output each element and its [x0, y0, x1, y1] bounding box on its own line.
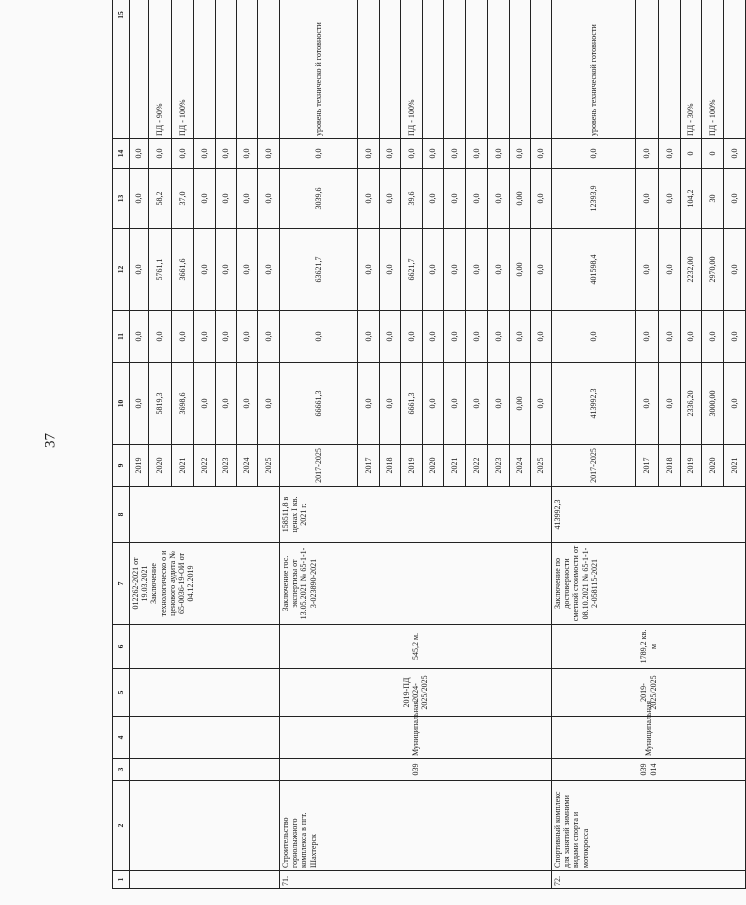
year-cell: 2022: [194, 445, 216, 487]
year-cell: 2021: [724, 445, 746, 487]
value-cell: 0,0: [216, 169, 237, 229]
year-cell: 2021: [444, 445, 466, 487]
column-header-5: 5: [113, 669, 130, 717]
value-cell: 0,0: [130, 169, 149, 229]
value-cell: 66661,3: [280, 363, 358, 445]
value-cell: 0,0: [724, 363, 746, 445]
status-cell: [659, 0, 681, 139]
value-cell: 0,0: [130, 229, 149, 311]
value-cell: 2336,20: [681, 363, 702, 445]
empty-cell: [130, 871, 280, 889]
year-cell: 2020: [423, 445, 444, 487]
value-cell: 0,0: [216, 311, 237, 363]
estimated-cost: 413992,3: [552, 487, 746, 543]
value-cell: 0,0: [258, 139, 280, 169]
value-cell: 0,0: [724, 139, 746, 169]
empty-cell: [130, 717, 280, 759]
value-cell: 0,0: [258, 311, 280, 363]
column-header-8: 8: [113, 487, 130, 543]
value-cell: 0,0: [636, 139, 659, 169]
value-cell: 0,0: [531, 229, 552, 311]
year-cell: 2025: [531, 445, 552, 487]
year-cell: 2024: [237, 445, 258, 487]
status-cell: [510, 0, 531, 139]
year-cell: 2023: [216, 445, 237, 487]
period: 2019-2025/2025: [552, 669, 746, 717]
status-cell: [358, 0, 380, 139]
value-cell: 0,0: [194, 139, 216, 169]
value-cell: 0,0: [423, 169, 444, 229]
value-cell: 0: [681, 139, 702, 169]
year-cell: 2024: [510, 445, 531, 487]
estimated-cost: 158511,8 в ценах I кв. 2021 г.: [280, 487, 552, 543]
value-cell: 0,0: [659, 363, 681, 445]
table-row: [280, 0, 358, 889]
value-cell: 0,0: [510, 311, 531, 363]
value-cell: 0,0: [659, 229, 681, 311]
value-cell: 413992,3: [552, 363, 636, 445]
value-cell: 5761,1: [149, 229, 172, 311]
value-cell: 5819,3: [149, 363, 172, 445]
value-cell: 0,0: [488, 363, 510, 445]
status-cell: [423, 0, 444, 139]
investment-table: [112, 0, 746, 889]
value-cell: 0,0: [466, 229, 488, 311]
value-cell: 0,0: [444, 169, 466, 229]
value-cell: 0,0: [444, 229, 466, 311]
value-cell: 0,0: [423, 229, 444, 311]
object-name: Строительство горнолыжного комплекса в пгт. Шахтерск: [280, 781, 552, 871]
value-cell: 2970,00: [702, 229, 724, 311]
value-cell: 0,0: [258, 169, 280, 229]
column-header-10: 10: [113, 363, 130, 445]
column-header-14: 14: [113, 139, 130, 169]
column-header-3: 3: [113, 759, 130, 781]
value-cell: 0,0: [380, 229, 401, 311]
status-cell: [237, 0, 258, 139]
capacity: 1789,2 кв. м: [552, 625, 746, 669]
column-header-6: 6: [113, 625, 130, 669]
column-header-15: 15: [113, 0, 130, 139]
year-cell: 2017: [636, 445, 659, 487]
value-cell: 0,0: [488, 139, 510, 169]
value-cell: 0,0: [237, 311, 258, 363]
value-cell: 0,0: [130, 311, 149, 363]
year-cell: 2020: [702, 445, 724, 487]
value-cell: 0,0: [659, 139, 681, 169]
value-cell: 0,0: [237, 229, 258, 311]
value-cell: 0,0: [724, 169, 746, 229]
object-code: 039: [280, 759, 552, 781]
value-cell: 39,6: [401, 169, 423, 229]
value-cell: 0,0: [380, 169, 401, 229]
value-cell: 0,0: [636, 311, 659, 363]
value-cell: 3698,6: [172, 363, 194, 445]
value-cell: 0,0: [280, 139, 358, 169]
value-cell: 3000,00: [702, 363, 724, 445]
value-cell: 0,0: [510, 139, 531, 169]
column-header-1: 1: [113, 871, 130, 889]
value-cell: 0,0: [636, 229, 659, 311]
column-header-2: 2: [113, 781, 130, 871]
object-number: 72.: [552, 871, 746, 889]
value-cell: 0,0: [636, 169, 659, 229]
period: 2019-ПД 2024-2025/2025: [280, 669, 552, 717]
value-cell: 58,2: [149, 169, 172, 229]
value-cell: 0,0: [258, 363, 280, 445]
value-cell: 0,0: [358, 229, 380, 311]
document-note-cell: Заключение гос. экспертизы от 13.05.2021 № 65-1-1-3-023890-2021: [280, 543, 552, 625]
capacity: 545,2 м.: [280, 625, 552, 669]
column-header-7: 7: [113, 543, 130, 625]
year-cell: 2022: [466, 445, 488, 487]
status-cell: [194, 0, 216, 139]
status-cell: [444, 0, 466, 139]
column-header-9: 9: [113, 445, 130, 487]
value-cell: 0,0: [237, 169, 258, 229]
status-cell: ПД - 30%: [681, 0, 702, 139]
value-cell: 63621,7: [280, 229, 358, 311]
year-cell: 2019: [681, 445, 702, 487]
value-cell: 0,0: [194, 363, 216, 445]
value-cell: 0,0: [358, 139, 380, 169]
value-cell: 0,0: [466, 311, 488, 363]
status-cell: ПД - 100%: [401, 0, 423, 139]
status-cell: ПД - 100%: [702, 0, 724, 139]
value-cell: 0,0: [724, 229, 746, 311]
value-cell: 0,0: [216, 363, 237, 445]
value-cell: 0,0: [216, 229, 237, 311]
value-cell: 0,0: [466, 169, 488, 229]
value-cell: 0,0: [444, 139, 466, 169]
ownership: Муниципальная: [552, 717, 746, 759]
value-cell: 0,0: [149, 139, 172, 169]
object-code: 039 014: [552, 759, 746, 781]
value-cell: 0,0: [130, 139, 149, 169]
value-cell: 3661,6: [172, 229, 194, 311]
value-cell: 0,0: [531, 169, 552, 229]
value-cell: 0,0: [466, 139, 488, 169]
value-cell: 30: [702, 169, 724, 229]
value-cell: 0,00: [510, 229, 531, 311]
value-cell: 0,0: [194, 169, 216, 229]
value-cell: 0,0: [172, 139, 194, 169]
page-number: 37: [42, 433, 59, 448]
value-cell: 0,0: [702, 311, 724, 363]
value-cell: 0,0: [423, 311, 444, 363]
status-cell: уровень технической готовности: [552, 0, 636, 139]
status-cell: [724, 0, 746, 139]
document-note-cell: Заключение по достоверности сметной стоимости от 08.10.2021 № 65-1-1-2-058115-2021: [552, 543, 746, 625]
object-number: 71.: [280, 871, 552, 889]
value-cell: 0,0: [380, 139, 401, 169]
value-cell: 0,0: [488, 311, 510, 363]
value-cell: 0,0: [258, 229, 280, 311]
value-cell: 0,0: [216, 139, 237, 169]
value-cell: 0,0: [401, 311, 423, 363]
value-cell: 0,0: [358, 363, 380, 445]
year-cell: 2018: [380, 445, 401, 487]
year-cell: 2019: [401, 445, 423, 487]
value-cell: 6621,7: [401, 229, 423, 311]
value-cell: 0,0: [724, 311, 746, 363]
year-cell: 2017-2025: [280, 445, 358, 487]
value-cell: 0,0: [423, 363, 444, 445]
value-cell: 0,0: [358, 169, 380, 229]
year-cell: 2018: [659, 445, 681, 487]
value-cell: 0,0: [531, 363, 552, 445]
value-cell: 0,0: [401, 139, 423, 169]
column-header-13: 13: [113, 169, 130, 229]
value-cell: 0,0: [194, 311, 216, 363]
value-cell: 0,0: [659, 311, 681, 363]
empty-cell: [130, 487, 280, 543]
value-cell: 0,0: [149, 311, 172, 363]
value-cell: 0,0: [380, 363, 401, 445]
value-cell: 0,0: [531, 139, 552, 169]
table-area: [112, 11, 739, 889]
status-cell: [258, 0, 280, 139]
value-cell: 0,0: [444, 311, 466, 363]
column-header-12: 12: [113, 229, 130, 311]
status-cell: [130, 0, 149, 139]
value-cell: 0,0: [237, 139, 258, 169]
value-cell: 12393,9: [552, 169, 636, 229]
value-cell: 0,0: [237, 363, 258, 445]
status-cell: [636, 0, 659, 139]
value-cell: 0,0: [531, 311, 552, 363]
status-cell: [380, 0, 401, 139]
column-header-11: 11: [113, 311, 130, 363]
table-row: [130, 0, 149, 889]
column-header-4: 4: [113, 717, 130, 759]
year-cell: 2019: [130, 445, 149, 487]
value-cell: 104,2: [681, 169, 702, 229]
value-cell: 0,0: [423, 139, 444, 169]
value-cell: 2232,00: [681, 229, 702, 311]
value-cell: 0,0: [636, 363, 659, 445]
value-cell: 0,0: [552, 311, 636, 363]
empty-cell: [130, 759, 280, 781]
value-cell: 0,0: [659, 169, 681, 229]
value-cell: 3039,6: [280, 169, 358, 229]
empty-cell: [130, 625, 280, 669]
status-cell: [216, 0, 237, 139]
value-cell: 0,0: [380, 311, 401, 363]
value-cell: 0,00: [510, 169, 531, 229]
empty-cell: [130, 669, 280, 717]
empty-cell: [130, 781, 280, 871]
value-cell: 6661,3: [401, 363, 423, 445]
status-cell: ПД - 100%: [172, 0, 194, 139]
value-cell: 0,0: [488, 229, 510, 311]
table-row: [552, 0, 636, 889]
object-name: Спортивный комплекс для занятий зимними видами спорта и мотокросса: [552, 781, 746, 871]
status-cell: ПД - 90%: [149, 0, 172, 139]
value-cell: 0,0: [280, 311, 358, 363]
value-cell: 0,00: [510, 363, 531, 445]
value-cell: 0,0: [130, 363, 149, 445]
value-cell: 0,0: [358, 311, 380, 363]
year-cell: 2017: [358, 445, 380, 487]
year-cell: 2020: [149, 445, 172, 487]
status-cell: [488, 0, 510, 139]
value-cell: 37,0: [172, 169, 194, 229]
status-cell: уровень техническо й готовности: [280, 0, 358, 139]
value-cell: 0: [702, 139, 724, 169]
value-cell: 0,0: [466, 363, 488, 445]
document-note-cell: 012262-2021 от 19.03.2021 Заключение технологическо о и ценового аудита № 65-0036-19-ОИ от 04.12.2019: [130, 543, 280, 625]
year-cell: 2025: [258, 445, 280, 487]
value-cell: 0,0: [444, 363, 466, 445]
year-cell: 2023: [488, 445, 510, 487]
ownership: Муниципальная: [280, 717, 552, 759]
status-cell: [531, 0, 552, 139]
value-cell: 0,0: [194, 229, 216, 311]
value-cell: 0,0: [172, 311, 194, 363]
year-cell: 2017-2025: [552, 445, 636, 487]
header-row: [113, 0, 130, 889]
value-cell: 0,0: [681, 311, 702, 363]
status-cell: [466, 0, 488, 139]
year-cell: 2021: [172, 445, 194, 487]
value-cell: 401598,4: [552, 229, 636, 311]
value-cell: 0,0: [552, 139, 636, 169]
value-cell: 0,0: [488, 169, 510, 229]
